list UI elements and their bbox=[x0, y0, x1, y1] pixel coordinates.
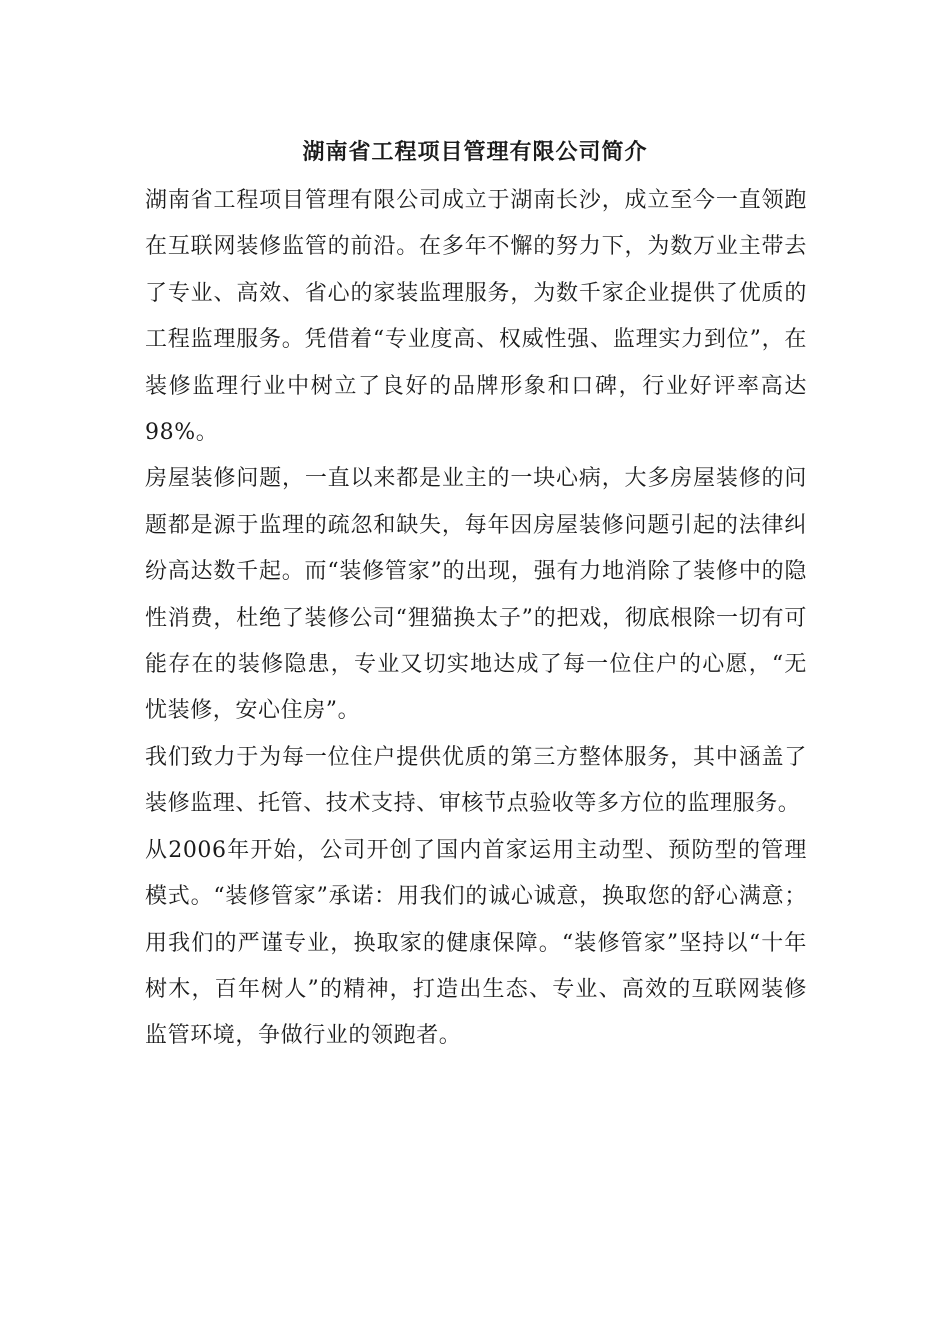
paragraph-renovation-problems: 房屋装修问题，一直以来都是业主的一块心病，大多房屋装修的问题都是源于监理的疏忽和缺失，每年因房屋装修问题引起的法律纠纷高达数千起。而“装修管家”的出现，强有力地消除了装修中的隐性消费，杜绝了装修公司“狸猫换太子”的把戏，彻底根除一切有可能存在的装修隐患，专业又切实地达成了每一位住户的心愿，“无忧装修，安心住房”。 bbox=[145, 466, 807, 724]
paragraph-history-commitment: 从2006年开始，公司开创了国内首家运用主动型、预防型的管理模式。“装修管家”承诺：用我们的诚心诚意，换取您的舒心满意；用我们的严谨专业，换取家的健康保障。“装修管家”坚持以“十年树木，百年树人”的精神，打造出生态、专业、高效的互联网装修监管环境，争做行业的领跑者。 bbox=[145, 837, 807, 1049]
paragraph-company-intro: 湖南省工程项目管理有限公司成立于湖南长沙，成立至今一直领跑在互联网装修监管的前沿。在多年不懈的努力下，为数万业主带去了专业、高效、省心的家装监理服务，为数千家企业提供了优质的工程监理服务。凭借着“专业度高、权威性强、监理实力到位”，在装修监理行业中树立了良好的品牌形象和口碑，行业好评率高达98%。 bbox=[145, 188, 807, 446]
paragraph-services: 我们致力于为每一位住户提供优质的第三方整体服务，其中涵盖了装修监理、托管、技术支持、审核节点验收等多方位的监理服务。 bbox=[145, 744, 807, 817]
document-body bbox=[145, 178, 807, 1060]
document-title: 湖南省工程项目管理有限公司简介 bbox=[302, 139, 648, 165]
